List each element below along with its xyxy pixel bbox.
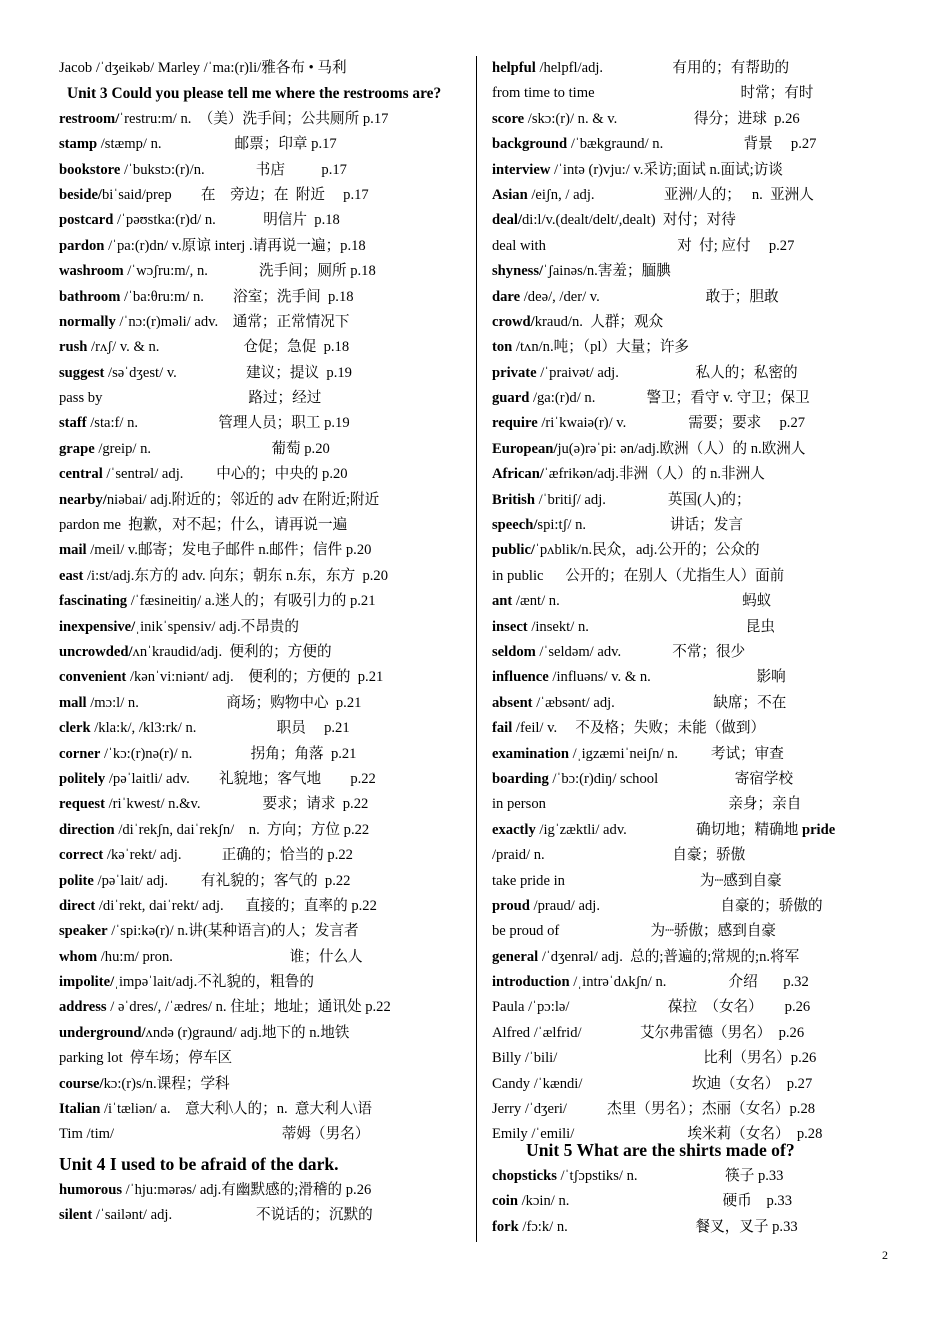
vocab-definition: /ˈbækgraund/ n. 背景 p.27 [567,136,817,153]
vocab-definition: Jacob /ˈdʒeikəb/ Marley /ˈma:(r)li/雅各布 • 马利 [59,60,347,76]
vocab-word: fascinating [59,593,128,610]
vocab-definition: /meil/ v.邮寄；发电子邮件 n.邮件；信件 p.20 [86,542,372,559]
vocab-word: boarding [492,770,549,787]
vocab-definition: /i:st/adj.东方的 adv. 向东；朝东 n.东，东方 p.20 [83,567,389,584]
vocab-definition: in person 亲身；亲自 [492,796,802,813]
vocab-entry [492,742,912,767]
vocab-definition: ˌinikˈspensiv/ adj.不昂贵的 [135,618,299,635]
vocab-definition: /ga:(r)d/ n. 警卫；看守 v. 守卫；保卫 [529,390,810,407]
vocab-word: coin [492,1193,518,1210]
vocab-definition: /deə/, /der/ v. 敢于；胆敢 [520,288,779,305]
vocab-definition: ˈæfrikən/adj.非洲（人）的 n.非洲人 [543,466,765,483]
vocab-word: normally [59,313,116,330]
vocab-entry [59,869,477,894]
vocab-definition: /ˈseldəm/ adv. 不常；很少 [535,643,746,660]
vocab-definition: kraud/n. 人群；观众 [534,313,664,330]
vocab-word: interview [492,161,551,178]
vocab-definition: kɔ:(r)s/n.课程；学科 [103,1075,230,1092]
vocab-word: beside/ [59,186,102,203]
vocab-entry [59,589,477,614]
vocab-entry [492,767,912,792]
vocab-entry [492,513,912,538]
vocab-definition: Jerry /ˈdʒeri/ 杰里（男名）；杰丽（女名）p.28 [492,1101,816,1118]
vocab-word: guard [492,390,530,407]
vocab-definition: /ˈba:θru:m/ n. 浴室；洗手间 p.18 [120,288,354,305]
vocab-entry [492,970,912,995]
vocab-entry [492,919,912,944]
vocab-definition: from time to time 时常；有时 [492,85,814,102]
vocab-entry [59,1097,477,1122]
vocab-word: stamp [59,136,98,153]
vocab-definition: /fɔ:k/ n. 餐叉，叉子 p.33 [518,1218,798,1235]
vocab-definition: /praud/ adj. 自豪的；骄傲的 [529,897,823,914]
vocab-entry [59,818,477,843]
vocab-entry [59,919,477,944]
vocab-entry [492,107,912,132]
vocab-word: convenient [59,669,127,686]
vocab-word: course/ [59,1075,104,1092]
vocab-definition: ʌndə (r)graund/ adj.地下的 n.地铁 [145,1024,350,1041]
vocab-entry [59,538,477,563]
vocab-definition: /tʌn/n.吨；（pl）大量；许多 [512,339,690,356]
vocab-definition: take pride in 为┈感到自豪 [492,872,782,889]
vocab-word: bookstore [59,161,121,178]
vocab-definition: /ˈpa:(r)dn/ v.原谅 interj .请再说一遍；p.18 [104,237,366,254]
vocab-entry [59,843,477,868]
vocab-entry [492,183,912,208]
vocab-definition: /ˈpraivət/ adj. 私人的；私密的 [536,364,798,381]
vocab-entry [59,107,477,132]
vocab-entry [492,894,912,919]
vocab-entry [492,386,912,411]
vocab-entry [492,589,912,614]
vocab-entry [59,970,477,995]
vocab-entry [492,665,912,690]
vocab-definition: spi:tʃ/ n. 讲话；发言 [537,517,743,534]
vocab-entry [492,640,912,665]
vocab-definition: /ˈsailənt/ adj. 不说话的；沉默的 [92,1207,373,1224]
vocab-definition: parking lot 停车场；停车区 [59,1050,233,1067]
vocab-word: Italian [59,1101,101,1118]
vocab-entry [492,361,912,386]
vocab-definition: /helpfl/adj. 有用的；有帮助的 [535,60,790,76]
vocab-definition: ˈrestru:m/ n. （美）洗手间；公共厕所 p.17 [119,110,389,127]
vocab-entry [492,56,912,81]
vocab-entry [492,81,912,106]
vocab-word: general [492,948,539,965]
vocab-definition: /influəns/ v. & n. 影响 [548,669,786,686]
vocab-word: whom [59,948,98,965]
vocab-definition: /kɔin/ n. 硬币 p.33 [517,1193,792,1210]
vocab-definition: be proud of 为┈骄傲；感到自豪 [492,923,777,940]
vocab-word: polite [59,872,94,889]
vocab-definition: /kənˈvi:niənt/ adj. 便利的；方便的 p.21 [126,669,384,686]
vocab-definition: Emily /ˈemili/ 埃米莉（女名） p.28 [492,1126,823,1143]
vocab-word: restroom/ [59,110,120,127]
vocab-definition: /ˈbɔ:(r)diŋ/ school 寄宿学校 [548,770,794,787]
vocab-word: underground/ [59,1024,146,1041]
vocab-word: exactly [492,821,536,838]
vocab-entry [492,1164,912,1189]
vocab-definition: /diˈrekt, daiˈrekt/ adj. 直接的；直率的 p.22 [95,897,377,914]
vocab-word: request [59,796,105,813]
vocab-entry [492,310,912,335]
vocab-entry [59,1046,477,1071]
vocab-entry [59,208,477,233]
vocab-word: staff [59,415,87,432]
vocab-word: examination [492,745,570,762]
vocab-word: background [492,136,568,153]
unit-heading: Unit 4 I used to be afraid of the dark. [59,1153,339,1174]
vocab-entry [492,234,912,259]
vocab-definition: /ˈtʃɔpstiks/ n. 筷子 p.33 [556,1167,784,1184]
vocab-definition: pardon me 抱歉，对不起；什么，请再说一遍 [59,517,348,534]
vocab-entry [492,691,912,716]
vocab-definition: pass by 路过；经过 [59,390,322,407]
vocab-word: fail [492,720,513,737]
vocab-definition: biˈsaid/prep 在 旁边；在 附近 p.17 [101,186,369,203]
vocab-word: shyness/ [492,263,544,280]
vocab-entry [492,132,912,157]
vocab-entry [492,818,912,843]
vocab-definition: Alfred /ˈælfrid/ 艾尔弗雷德（男名） p.26 [492,1024,805,1041]
vocab-entry [492,208,912,233]
vocab-entry [492,158,912,183]
vocab-word: bathroom [59,288,121,305]
vocab-entry [492,1021,912,1046]
vocab-entry [492,538,912,563]
right-column [492,56,912,1240]
vocab-entry [492,411,912,436]
vocab-entry [492,792,912,817]
vocab-definition: /mɔ:l/ n. 商场；购物中心 p.21 [86,694,362,711]
vocab-definition: niəbai/ adj.附近的；邻近的 adv 在附近;附近 [106,491,380,508]
vocab-definition: /iˈtæliən/ a. 意大利\人的；n. 意大利人\语 [100,1101,372,1118]
vocab-entry [492,488,912,513]
vocab-definition: Billy /ˈbili/ 比利（男名）p.26 [492,1050,817,1067]
vocab-definition: Tim /tim/ 蒂姆（男名） [59,1126,370,1143]
vocab-entry [492,1072,912,1097]
vocab-word: mall [59,694,87,711]
vocab-word: pride [801,821,836,838]
vocab-word: crowd/ [492,313,535,330]
vocab-entry [492,1046,912,1071]
vocab-entry [492,945,912,970]
vocab-definition: ˈpʌblik/n.民众，adj.公开的；公众的 [535,542,760,559]
vocab-entry [59,995,477,1020]
vocab-entry [59,691,477,716]
vocab-word: chopsticks [492,1167,557,1184]
vocab-word: silent [59,1207,93,1224]
vocab-entry [492,843,912,868]
vocab-definition: /pəˈlait/ adj. 有礼貌的；客气的 p.22 [93,872,351,889]
vocab-word: humorous [59,1181,122,1198]
vocab-word: absent [492,694,533,711]
left-column [59,56,477,1229]
vocab-word: British [492,491,535,508]
vocab-entry [59,894,477,919]
vocab-entry [492,259,912,284]
vocab-entry [59,640,477,665]
vocab-entry [492,615,912,640]
vocab-entry [492,564,912,589]
vocab-entry [59,437,477,462]
vocab-definition: /ˈsentrəl/ adj. 中心的；中央的 p.20 [102,466,348,483]
vocab-word: direction [59,821,115,838]
vocab-word: score [492,110,525,127]
unit-heading: Unit 3 Could you please tell me where the restrooms are? [67,85,442,103]
vocab-definition: /ˈwɔʃru:m/, n. 洗手间；厕所 p.18 [123,263,376,280]
vocab-word: private [492,364,537,381]
vocab-entry [59,742,477,767]
vocab-entry [59,158,477,183]
vocab-entry [59,1203,477,1228]
vocab-entry [492,437,912,462]
vocab-definition: /insekt/ n. 昆虫 [527,618,775,635]
vocab-word: helpful [492,60,536,76]
vocab-definition: /ˌintrəˈdʌkʃn/ n. 介绍 p.32 [569,974,809,991]
vocab-entry [59,310,477,335]
vocab-word: impolite/ [59,974,115,991]
vocab-entry [59,462,477,487]
vocab-definition: /ˈnɔ:(r)məli/ adv. 通常；正常情况下 [115,313,350,330]
vocab-definition: ju(ə)rəˈpi: ən/adj.欧洲（人）的 n.欧洲人 [557,440,806,457]
vocab-definition: /ˈkɔ:(r)nə(r)/ n. 拐角；角落 p.21 [100,745,357,762]
vocab-definition: deal with 对 付; 应付 p.27 [492,237,795,254]
vocab-entry [59,335,477,360]
vocab-definition: /kla:k/, /kl3:rk/ n. 职员 p.21 [90,720,350,737]
vocab-word: direct [59,897,96,914]
vocab-definition: /səˈdʒest/ v. 建议；提议 p.19 [104,364,352,381]
vocab-word: east [59,567,84,584]
vocab-word: speech/ [492,517,538,534]
vocab-entry [59,488,477,513]
unit-heading: Unit 5 What are the shirts made of? [526,1139,795,1160]
vocab-definition: ʌnˈkraudid/adj. 便利的；方便的 [132,643,332,660]
vocab-word: clerk [59,720,91,737]
vocab-definition: / əˈdres/, /ˈædres/ n. 住址；地址；通讯处 p.22 [106,999,391,1016]
vocab-word: corner [59,745,101,762]
vocab-entry [59,1021,477,1046]
vocab-word: suggest [59,364,105,381]
vocab-word: postcard [59,212,114,229]
vocab-definition: /ˈfæsineitiŋ/ a.迷人的；有吸引力的 p.21 [127,593,376,610]
vocab-entry [59,792,477,817]
vocab-word: inexpensive/ [59,618,136,635]
vocab-definition: ˈʃainəs/n.害羞；腼腆 [543,263,671,280]
vocab-entry [59,411,477,436]
vocab-word: rush [59,339,88,356]
vocab-definition: /hu:m/ pron. 谁；什么人 [97,948,363,965]
vocab-definition: /kəˈrekt/ adj. 正确的；恰当的 p.22 [103,847,353,864]
vocab-entry [59,615,477,640]
vocab-definition: /eiʃn, / adj. 亚洲/人的； n. 亚洲人 [527,186,814,203]
vocab-entry [59,1072,477,1097]
vocab-entry [492,462,912,487]
vocab-entry [492,1097,912,1122]
vocab-word: politely [59,770,106,787]
vocab-entry [59,386,477,411]
vocab-entry [59,716,477,741]
vocab-word: pardon [59,237,105,254]
vocab-word: correct [59,847,104,864]
vocab-definition: /sta:f/ n. 管理人员；职工 p.19 [86,415,350,432]
vocab-entry [59,1122,477,1147]
vocab-word: require [492,415,538,432]
vocab-word: grape [59,440,95,457]
vocab-definition: /ˈintə (r)vju:/ v.采访;面试 n.面试;访谈 [550,161,783,178]
vocab-entry [492,335,912,360]
vocab-word: mail [59,542,87,559]
vocab-entry [492,1189,912,1214]
vocab-word: proud [492,897,530,914]
vocab-word: fork [492,1218,519,1235]
vocab-definition: /skɔ:(r)/ n. & v. 得分；进球 p.26 [524,110,800,127]
vocab-definition: /riˈkwaiə(r)/ v. 需要；要求 p.27 [537,415,806,432]
vocab-word: influence [492,669,549,686]
page-number: 2 [882,1248,888,1262]
vocab-word: seldom [492,643,536,660]
vocab-entry [492,1215,912,1240]
vocab-definition: /ˈpəʊstka:(r)d/ n. 明信片 p.18 [113,212,340,229]
vocab-definition: /igˈzæktli/ adv. 确切地；精确地 [535,821,802,838]
vocab-word: African/ [492,466,544,483]
vocab-definition: /pəˈlaitli/ adv. 礼貌地；客气地 p.22 [105,770,376,787]
vocab-definition: /feil/ v. 不及格；失败；未能（做到） [512,720,766,737]
vocab-definition: /praid/ n. 自豪；骄傲 [492,847,746,864]
vocab-entry [59,513,477,538]
vocab-definition: /diˈrekʃn, daiˈrekʃn/ n. 方向；方位 p.22 [114,821,370,838]
vocab-entry [59,183,477,208]
vocab-entry [492,285,912,310]
vocab-entry [59,665,477,690]
vocab-entry [59,234,477,259]
vocab-word: uncrowded/ [59,643,133,660]
vocab-word: washroom [59,263,124,280]
vocab-definition: /ˈhju:mərəs/ adj.有幽默感的;滑稽的 p.26 [122,1181,372,1198]
vocab-word: ton [492,339,513,356]
vocab-entry [492,716,912,741]
vocab-definition: Paula /ˈpɔ:lə/ 葆拉 （女名） p.26 [492,999,811,1016]
vocab-definition: /rʌʃ/ v. & n. 仓促；急促 p.18 [87,339,350,356]
vocab-definition: /ˈbritiʃ/ adj. 英国(人)的； [534,491,751,508]
vocab-entry [59,564,477,589]
vocab-definition: /ˈbukstɔ:(r)/n. 书店 p.17 [120,161,347,178]
vocab-word: speaker [59,923,108,940]
vocab-definition: Candy /ˈkændi/ 坎迪（女名） p.27 [492,1075,813,1092]
vocab-word: introduction [492,974,570,991]
vocab-word: nearby/ [59,491,107,508]
vocab-word: Asian [492,186,528,203]
vocab-word: central [59,466,103,483]
vocab-definition: /stæmp/ n. 邮票；印章 p.17 [97,136,337,153]
vocab-entry [492,869,912,894]
vocab-definition: /ˈdʒenrəl/ adj. 总的;普遍的;常规的;n.将军 [538,948,800,965]
vocab-entry [59,285,477,310]
vocab-entry [59,1178,477,1203]
vocab-definition: /ˈspi:kə(r)/ n.讲(某种语言)的人；发言者 [107,923,359,940]
vocab-definition: /ænt/ n. 蚂蚁 [512,593,772,610]
vocab-definition: /riˈkwest/ n.&v. 要求；请求 p.22 [104,796,369,813]
vocab-entry [59,767,477,792]
vocab-entry [59,259,477,284]
vocab-word: address [59,999,107,1016]
vocab-definition: in public 公开的；在别人（尤指生人）面前 [492,567,785,584]
vocab-entry [59,132,477,157]
vocab-word: deal/ [492,212,522,229]
vocab-word: European/ [492,440,558,457]
vocab-entry [59,56,477,81]
vocab-word: insect [492,618,528,635]
vocab-word: dare [492,288,521,305]
vocab-definition: di:l/v.(dealt/delt/,dealt) 对付；对待 [522,212,736,229]
vocab-word: public/ [492,542,535,559]
vocab-definition: /ˈæbsənt/ adj. 缺席；不在 [532,694,787,711]
vocab-entry [59,361,477,386]
vocab-definition: ˌimpəˈlait/adj.不礼貌的，粗鲁的 [114,974,314,991]
vocab-entry [59,945,477,970]
vocab-definition: /greip/ n. 葡萄 p.20 [94,440,330,457]
vocab-entry [492,995,912,1020]
vocab-definition: /ˌigzæmiˈneiʃn/ n. 考试；审查 [569,745,784,762]
vocab-word: ant [492,593,513,610]
